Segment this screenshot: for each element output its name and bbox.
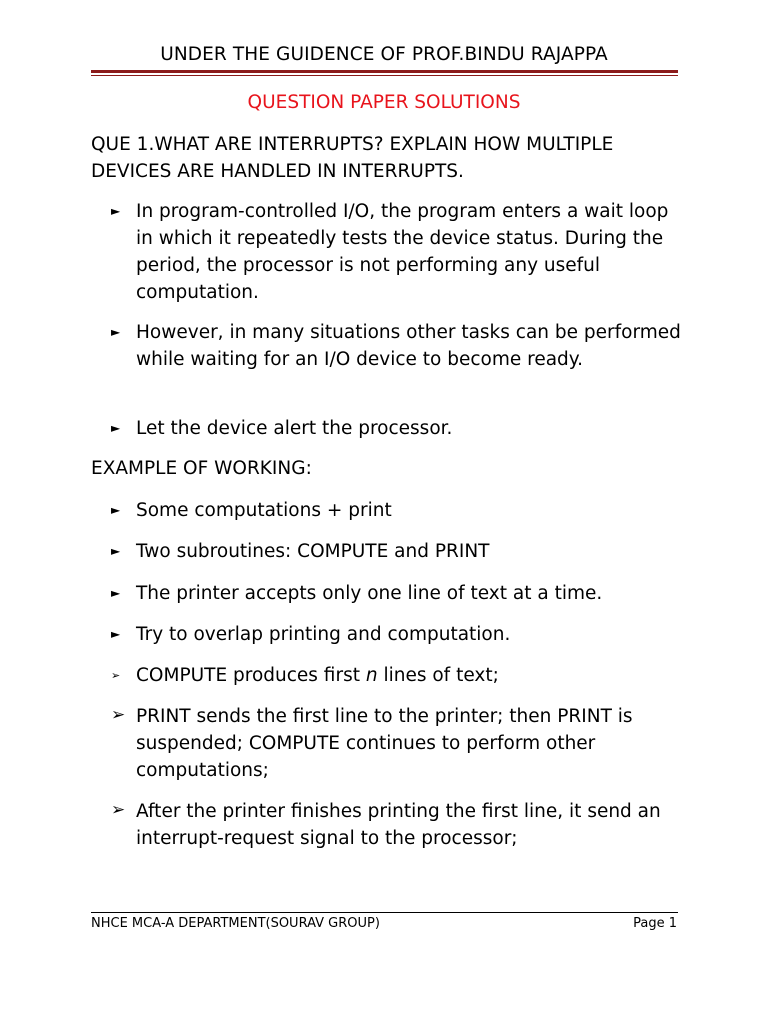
- page-number: Page 1: [633, 916, 677, 931]
- document-heading: QUESTION PAPER SOLUTIONS: [247, 92, 521, 113]
- list-item-text: Try to overlap printing and computation.: [136, 624, 511, 645]
- list-item-text: The printer accepts only one line of text at a time.: [136, 583, 603, 604]
- list-item-text: Two subroutines: COMPUTE and PRINT: [136, 541, 490, 562]
- list-item: [111, 319, 691, 373]
- list-item: [111, 621, 691, 648]
- triangle-bullet-icon: ►: [111, 421, 121, 435]
- arrow-bullet-icon: ➢: [111, 705, 126, 725]
- header-rule-thin: [91, 75, 678, 76]
- list-item-text: In program-controlled I/O, the program enters a wait loop in which it repeatedly tests the device status. During the period, the processor is not performing any useful computation.: [136, 201, 669, 303]
- list-item-text: PRINT sends the first line to the printer; then PRINT is suspended; COMPUTE continues to perform other computations;: [136, 706, 633, 781]
- triangle-bullet-icon: ►: [111, 586, 121, 600]
- footer-rule: [91, 912, 678, 913]
- list-item-text: [136, 662, 691, 689]
- arrow-bullet-icon: ➢: [111, 669, 121, 682]
- arrow-bullet-icon: ➢: [111, 800, 126, 820]
- list-item: [111, 538, 691, 565]
- footer-department: NHCE MCA-A DEPARTMENT(SOURAV GROUP): [91, 916, 380, 931]
- list-item: [111, 703, 691, 784]
- list-item-text: After the printer finishes printing the first line, it send an interrupt-request signal to the processor;: [136, 801, 661, 849]
- list-item: [111, 198, 691, 306]
- header-rule-thick: [91, 70, 678, 73]
- triangle-bullet-icon: ►: [111, 503, 121, 517]
- compute-line-start: COMPUTE produces first: [136, 665, 366, 686]
- example-label: EXAMPLE OF WORKING:: [91, 458, 312, 479]
- triangle-bullet-icon: ►: [111, 627, 121, 641]
- list-item-text: Let the device alert the processor.: [136, 418, 453, 439]
- list-item: [111, 580, 691, 607]
- list-item-text: However, in many situations other tasks can be performed while waiting for an I/O device to become ready.: [136, 322, 681, 370]
- triangle-bullet-icon: ►: [111, 204, 121, 218]
- compute-line-end: lines of text;: [377, 665, 499, 686]
- list-item: [111, 662, 691, 689]
- compute-line-italic: n: [365, 665, 378, 686]
- list-item: [111, 415, 691, 442]
- page-header-title: UNDER THE GUIDENCE OF PROF.BINDU RAJAPPA: [160, 44, 608, 65]
- list-item-text: Some computations + print: [136, 500, 392, 521]
- triangle-bullet-icon: ►: [111, 544, 121, 558]
- list-item: [111, 497, 691, 524]
- list-item: [111, 798, 691, 852]
- triangle-bullet-icon: ►: [111, 325, 121, 339]
- question-text: QUE 1.WHAT ARE INTERRUPTS? EXPLAIN HOW MULTIPLE DEVICES ARE HANDLED IN INTERRUPTS.: [91, 134, 614, 182]
